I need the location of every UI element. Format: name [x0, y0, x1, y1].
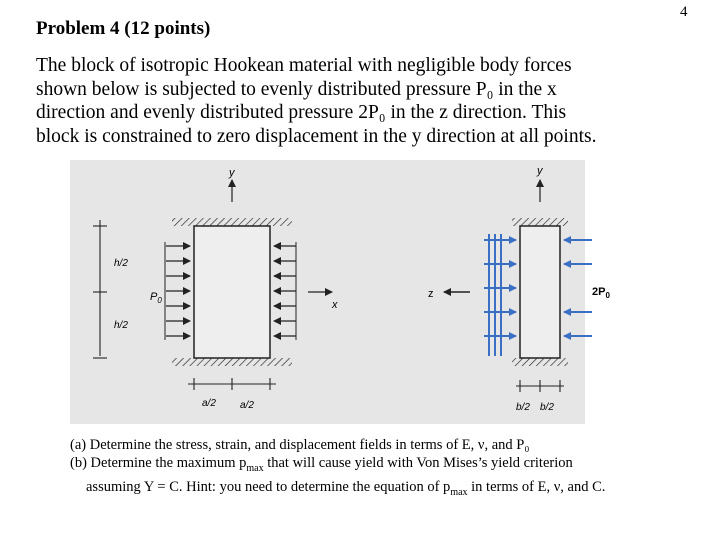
problem-title: Problem 4 (12 points) [36, 18, 211, 39]
top-support [172, 218, 292, 226]
bottom-support [172, 358, 292, 366]
block-xy [194, 226, 270, 358]
statement-line: The block of isotropic Hookean material with negligible body forces [36, 55, 572, 76]
question-a: (a) Determine the stress, strain, and displacement fields in terms of E, ν, and P₀ [70, 437, 530, 453]
statement-line: direction and evenly distributed pressure 2P₀ in the z direction. This [36, 102, 567, 123]
axis-y-label-right: y [537, 165, 543, 177]
width-label-right: a/2 [240, 400, 254, 411]
load-label-p0: $P_0$ [150, 291, 162, 305]
top-support-right [512, 218, 568, 226]
axis-y-label: y [229, 167, 235, 179]
load-label-2p0: $2P_0$ [592, 286, 610, 300]
questions [70, 436, 700, 502]
block-zy [520, 226, 560, 358]
statement-line: shown below is subjected to evenly distributed pressure P₀ in the x [36, 78, 557, 100]
width-label-b-left: b/2 [516, 402, 530, 413]
problem-statement [36, 54, 696, 148]
block-figure [70, 160, 610, 424]
axis-z-label: z [428, 288, 434, 300]
height-label-top: h/2 [114, 258, 128, 269]
width-label-left: a/2 [202, 398, 216, 409]
page-number: 4 [680, 4, 688, 20]
statement-line: block is constrained to zero displacement in the y direction at all points. [36, 125, 597, 147]
bottom-support-right [512, 358, 568, 366]
width-label-b-right: b/2 [540, 402, 554, 413]
axis-x-label: x [332, 299, 338, 311]
question-b: (b) Determine the maximum $p_{max}$ that will cause yield with Von Mises’s yield criterion [70, 455, 573, 474]
height-label-bottom: h/2 [114, 320, 128, 331]
question-b-continued: assuming Y = C. Hint: you need to determine the equation of $p_{max}$ in terms of E, ν, and C. [86, 478, 606, 498]
